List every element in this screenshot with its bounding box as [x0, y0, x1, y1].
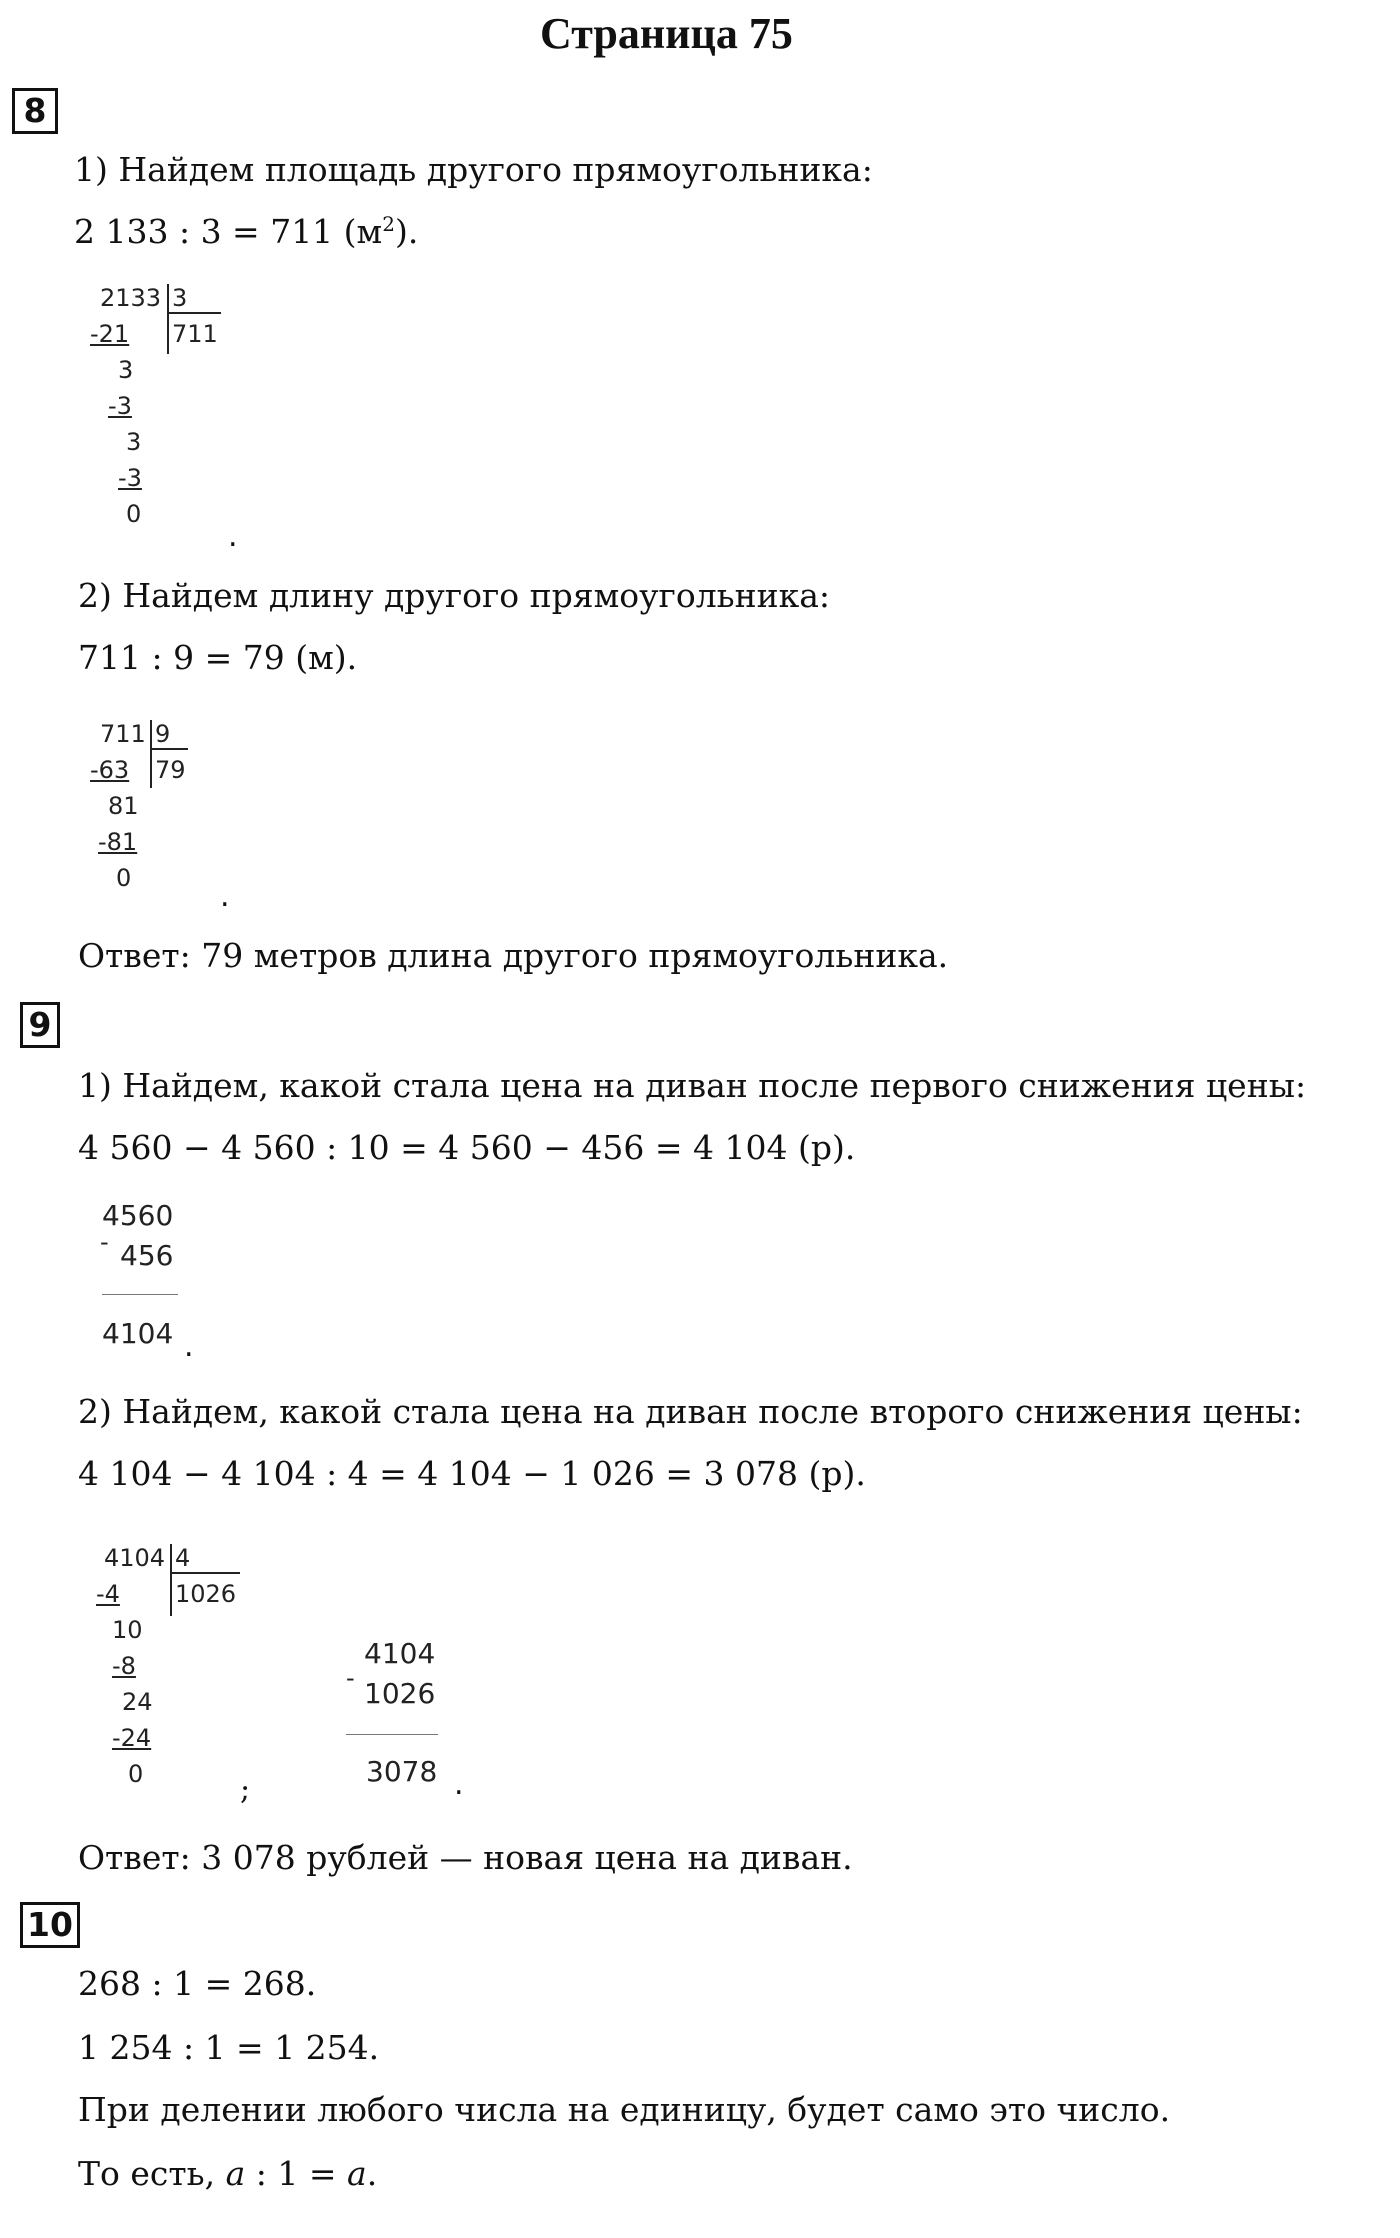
task10-rule: При делении любого числа на единицу, будет само это число. [78, 2090, 1171, 2129]
period: . [228, 519, 238, 554]
quotient: 1026 [175, 1580, 237, 1608]
subtrahend: 456 [120, 1239, 174, 1272]
step-row: -63 [90, 756, 130, 784]
period: . [220, 879, 230, 914]
step-row: 3 [126, 428, 142, 456]
task8-step1-text: 1) Найдем площадь другого прямоугольника: [74, 150, 873, 189]
task9-step1-text: 1) Найдем, какой стала цена на диван после первого снижения цены: [78, 1066, 1307, 1105]
step-row: 10 [112, 1616, 143, 1644]
dividend: 711 [100, 720, 146, 748]
dividend: 4104 [104, 1544, 166, 1572]
dividend: 2133 [100, 284, 162, 312]
task10-rule-formula: То есть, a : 1 = a. [78, 2154, 378, 2193]
step-row: 24 [122, 1688, 153, 1716]
task10-equation-2: 1 254 : 1 = 1 254. [78, 2028, 380, 2067]
task8-step1-equation: 2 133 : 3 = 711 $(м^2)$. [74, 212, 419, 251]
task8-step2-equation: 711 : 9 = 79 (м). [78, 638, 358, 677]
quotient: 79 [155, 756, 186, 784]
task9-answer: Ответ: 3 078 рублей — новая цена на диван. [78, 1838, 853, 1877]
divisor: 3 [172, 284, 188, 312]
difference: 4104 [102, 1317, 174, 1350]
step-row: -24 [112, 1724, 152, 1752]
step-row: 0 [126, 500, 142, 528]
semicolon: ; [240, 1772, 251, 1807]
divisor: 4 [175, 1544, 191, 1572]
period: . [184, 1329, 194, 1364]
step-row: -8 [112, 1652, 136, 1680]
minuend: 4560 [102, 1199, 174, 1232]
step-row: -3 [108, 392, 132, 420]
task-number-10: 10 [20, 1902, 80, 1948]
quotient: 711 [172, 320, 218, 348]
subtrahend: 1026 [364, 1677, 436, 1710]
page-title: Страница 75 [540, 9, 793, 58]
minus-sign: - [100, 1228, 109, 1256]
task9-step2-text: 2) Найдем, какой стала цена на диван после второго снижения цены: [78, 1392, 1303, 1431]
step-row: -4 [96, 1580, 120, 1608]
step-row: 81 [108, 792, 139, 820]
task10-equation-1: 268 : 1 = 268. [78, 1964, 317, 2003]
task8-answer: Ответ: 79 метров длина другого прямоугольника. [78, 936, 949, 975]
step-row: -81 [98, 828, 138, 856]
period: . [454, 1767, 464, 1802]
difference: 3078 [366, 1755, 438, 1788]
task-number-8: 8 [12, 88, 58, 134]
task8-step2-text: 2) Найдем длину другого прямоугольника: [78, 576, 831, 615]
step-row: 0 [128, 1760, 144, 1788]
minuend: 4104 [364, 1637, 436, 1670]
task9-step1-equation: 4 560 − 4 560 : 10 = 4 560 − 456 = 4 104 (р). [78, 1128, 856, 1167]
minus-sign: - [346, 1664, 355, 1692]
step-row: 0 [116, 864, 132, 892]
divisor: 9 [155, 720, 171, 748]
step-row: 3 [118, 356, 134, 384]
task-number-9: 9 [20, 1002, 60, 1048]
step-row: -21 [90, 320, 130, 348]
step-row: -3 [118, 464, 142, 492]
task9-step2-equation: 4 104 − 4 104 : 4 = 4 104 − 1 026 = 3 078 (р). [78, 1454, 866, 1493]
